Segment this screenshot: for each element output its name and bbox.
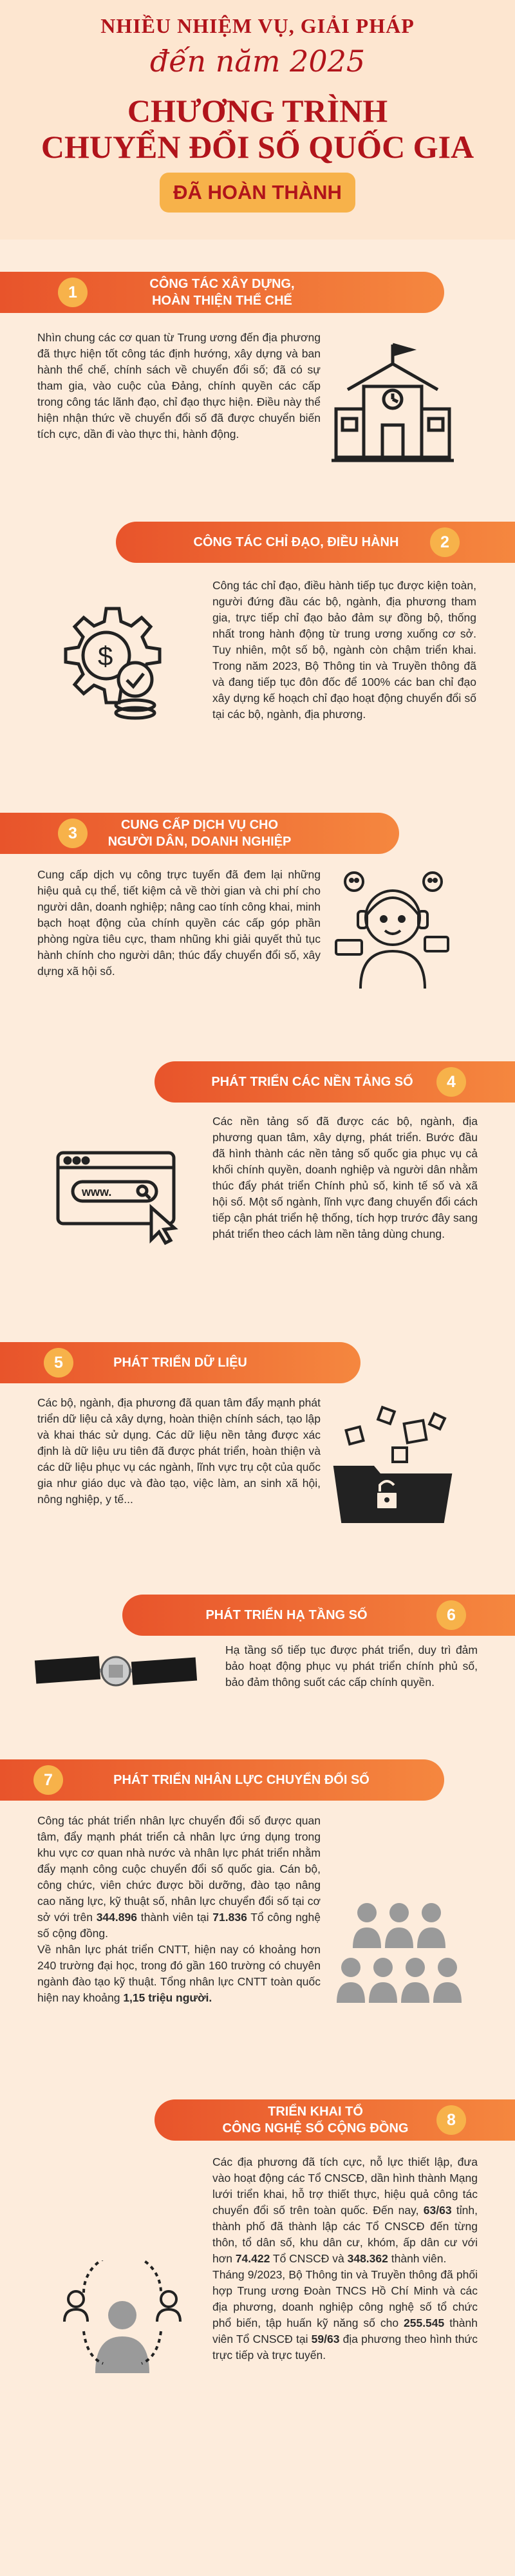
p1-stat-members: 348.362 [347, 2252, 388, 2265]
customer-service-icon [335, 866, 451, 995]
section-8-text [212, 2154, 478, 2363]
satellite-icon [29, 1645, 203, 1697]
section-2-number: 2 [430, 527, 460, 557]
p2-text-c: thành viên Tổ CNSCĐ tại [212, 2316, 478, 2345]
section-4-title-line-1: PHÁT TRIỂN CÁC NỀN TẢNG SỐ [211, 1075, 413, 1089]
section-7-title-line-1: PHÁT TRIỂN NHÂN LỰC CHUYỂN ĐỔI SỐ [113, 1773, 370, 1787]
p1-text-e: Tổ CNSCĐ và [270, 2252, 348, 2265]
section-3-title-line-2: NGƯỜI DÂN, DOANH NGHIỆP [108, 835, 292, 849]
section-7-text [37, 1813, 321, 2006]
p2-text-a: Tháng 9/2023, Bộ Thông tin và Truyền thông đã phối hợp Trung ương Đoàn TNCS Hồ Chí Minh và các địa phương, doanh nghiệp công nghệ số tổ chức phổ biến, tập huấn kỹ năng số cho [212, 2268, 478, 2329]
header [0, 0, 515, 240]
completed-badge: ĐÃ HOÀN THÀNH [160, 173, 355, 213]
section-8-title-line-2: CÔNG NGHỆ SỐ CỘNG ĐỒNG [222, 2121, 409, 2136]
p1-text-c: thành viên tại [136, 1911, 213, 1924]
section-5-title-line-1: PHÁT TRIỂN DỮ LIỆU [113, 1356, 247, 1370]
browser-url-text: www. [82, 1186, 112, 1198]
section-3-number: 3 [58, 819, 88, 848]
section-1-number: 1 [58, 278, 88, 307]
section-8-number: 8 [436, 2105, 466, 2135]
headline-main-line-1: CHƯƠNG TRÌNH [127, 93, 388, 129]
section-6-text: Hạ tầng số tiếp tục được phát triển, duy trì đảm bảo hoạt động phục vụ phát triển chính phủ số, bảo đảm thông suốt các cấp chính quyền. [225, 1643, 478, 1689]
p2-stat-it-workforce: 1,15 triệu người. [123, 1991, 212, 2004]
section-7-paragraph-2 [37, 1942, 321, 2006]
section-6-number: 6 [436, 1600, 466, 1630]
section-7-paragraph-1 [37, 1813, 321, 1942]
section-7-title [0, 1759, 444, 1801]
svg-text:$: $ [98, 641, 113, 671]
p2-text-e: địa phương theo hình thức trực tiếp và trực tuyến. [212, 2333, 478, 2362]
section-8-title-line-1: TRIỂN KHAI TỔ [268, 2105, 363, 2119]
p2-text-a: Về nhân lực phát triển CNTT, hiện nay có khoảng hơn 240 trường đại học, trong đó gần 160 trường có chuyên ngành đào tạo kỹ thuật. Tổng nhân lực CNTT toàn quốc hiện nay khoảng [37, 1943, 321, 2004]
p2-stat-localities: 59/63 [311, 2333, 340, 2345]
section-2-text: Công tác chỉ đạo, điều hành tiếp tục được kiện toàn, người đứng đầu các bộ, ngành, địa phương tham gia, trực tiếp chỉ đạo bảo đảm sự đồng bộ, thống nhất trong hành động từ trung ương xuống cơ sở. Tuy nhiên, một số bộ, ngành còn chậm triển khai. Trong năm 2023, Bộ Thông tin và Truyền thông đã và đang tiếp tục đôn đốc để 100% các ban chỉ đạo xây dựng kế hoạch chỉ đạo hoạt động chuyển đổi số tại các bộ, ngành, địa phương. [212, 579, 476, 721]
p1-stat-teams: 74.422 [235, 2252, 270, 2265]
school-building-icon [328, 338, 457, 467]
data-folder-icon [328, 1403, 457, 1525]
p1-stat-provinces: 63/63 [423, 2204, 452, 2217]
p1-stat-members: 344.896 [96, 1911, 137, 1924]
section-2-title-line-1: CÔNG TÁC CHỈ ĐẠO, ĐIỀU HÀNH [193, 535, 399, 549]
community-network-icon [58, 2260, 187, 2383]
p1-text-a: Các địa phương đã tích cực, nỗ lực thiết lập, đưa vào hoạt động các Tổ CNSCĐ, dần hình thành Mạng lưới triển khai, hỗ trợ thiết thực, hiệu quả công tác chuyển đổi số trên toàn quốc. Đến nay, [212, 2155, 478, 2217]
section-3-text: Cung cấp dịch vụ công trực tuyến đã đem lại những hiệu quả cụ thể, tiết kiệm cả về thời gian và chi phí cho người dân, doanh nghiệp; nâng cao tính công khai, minh bạch hoạt động của chính quyền các cấp góp phần phòng ngừa tiêu cực, tham nhũng khi giải quyết thủ tục hành chính cho người dân; thúc đẩy chuyển đổi số, xây dựng xã hội số. [37, 868, 321, 978]
p1-stat-teams: 71.836 [212, 1911, 247, 1924]
section-8-paragraph-1 [212, 2154, 478, 2267]
p2-stat-trained: 255.545 [404, 2316, 445, 2329]
section-1-title-line-1: CÔNG TÁC XÂY DỰNG, [149, 277, 295, 291]
section-7-number: 7 [33, 1765, 63, 1795]
section-6-title-line-1: PHÁT TRIỂN HẠ TẦNG SỐ [205, 1608, 368, 1622]
people-group-icon [335, 1897, 464, 2025]
p1-text-e: Tổ công nghệ số cộng đồng. [37, 1911, 321, 1940]
section-1-title-line-2: HOÀN THIỆN THỂ CHẾ [152, 294, 292, 308]
p1-text-c: tỉnh, thành phố đã thành lập các Tổ CNSCĐ đến từng thôn, tổ dân số, khu dân cư, khóm, ấp dân cư với hơn [212, 2204, 478, 2265]
section-4-number: 4 [436, 1067, 466, 1097]
headline-top: NHIỀU NHIỆM VỤ, GIẢI PHÁP [100, 14, 415, 37]
section-5-number: 5 [44, 1348, 73, 1378]
section-8-paragraph-2 [212, 2267, 478, 2363]
section-5-text: Các bộ, ngành, địa phương đã quan tâm đẩy mạnh phát triển dữ liệu cả xây dựng, hoàn thiện chính sách, tạo lập và khai thác sử dụng. Các dữ liệu nền tảng được xác định là dữ liệu ưu tiên đã được phát triển, hoàn thiện và các dữ liệu phục vụ các ngành, lĩnh vực trụ cột của quốc gia như giáo dục và đào tạo, việc làm, an sinh xã hội, nông nghiệp, y tế... [37, 1396, 321, 1506]
section-4-text: Các nền tảng số đã được các bộ, ngành, địa phương quan tâm, xây dựng, phát triển. Bước đầu đã hình thành các nền tảng số quốc gia phục vụ cả khối chính quyền, doanh nghiệp và người dân nhằm thúc đẩy phát triển Chính phủ số, kinh tế số và xã hội số. Một số ngành, lĩnh vực đang chuyển đổi cách tiếp cận phát triển hệ thống, tích hợp trước đây sang phát triển theo cách làm nền tảng dùng chung. [212, 1115, 478, 1240]
p1-text-a: Công tác phát triển nhân lực chuyển đổi số được quan tâm, đẩy mạnh phát triển cả nhân lực ứng dụng trong khu vực cơ quan nhà nước và nhân lực phát triển nhằm đẩy mạnh công cuộc chuyển đổi số quốc gia. Cán bộ, công chức, viên chức được bồi dưỡng, đào tạo nâng cao năng lực, kỹ thuật số, nhân lực chuyển đổi số tại cơ sở với trên [37, 1814, 321, 1924]
p1-text-g: thành viên. [388, 2252, 447, 2265]
gear-dollar-check-icon [52, 602, 174, 724]
section-1-text: Nhìn chung các cơ quan từ Trung ương đến địa phương đã thực hiện tốt công tác định hướng, xây dựng và ban hành thể chế, chính sách về chuyển đổi số; đã có sự tham gia, vào cuộc của Đảng, chính quyền các cấp trong công tác lãnh đạo, chỉ đạo thực hiện. Điều này thể hiện nhận thức về chuyển đổi số đã được chuyển biến tích cực, dần đi vào thực thi, hành động. [37, 331, 321, 440]
section-3-title-line-1: CUNG CẤP DỊCH VỤ CHO [120, 818, 279, 832]
headline-main [0, 93, 515, 165]
web-browser-icon [55, 1150, 183, 1246]
headline-year: đến năm 2025 [149, 44, 366, 79]
headline-main-line-2: CHUYỂN ĐỔI SỐ QUỐC GIA [41, 129, 474, 165]
